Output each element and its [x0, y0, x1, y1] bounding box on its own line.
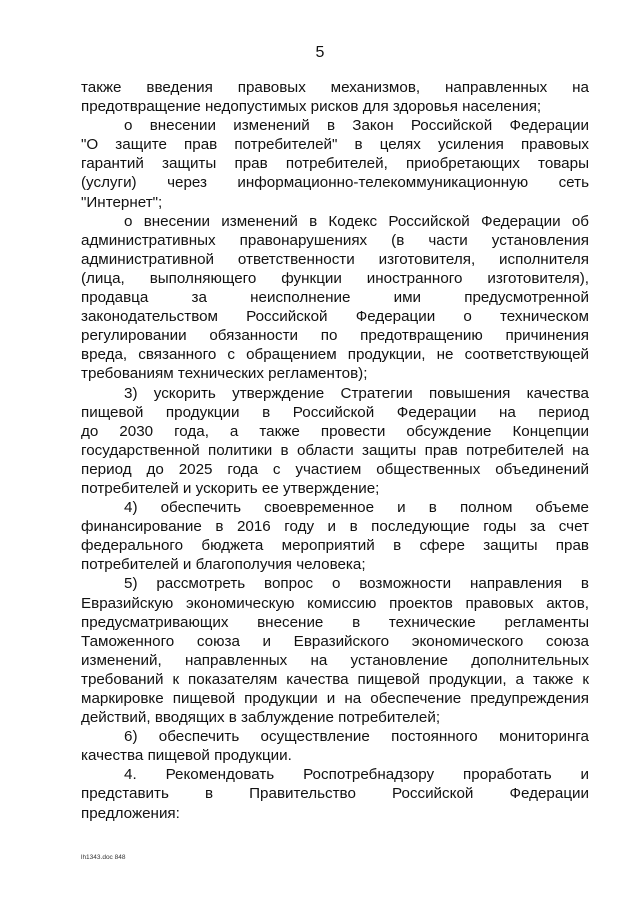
text-line: финансирование в 2016 году и в последующие годы за счет — [81, 518, 589, 536]
text-line: о внесении изменений в Кодекс Российской Федерации об — [124, 212, 589, 230]
text-line: вреда, связанного с обращением продукции, не соответствующей — [81, 346, 589, 364]
text-line: "О защите прав потребителей" в целях усиления правовых — [81, 136, 589, 154]
text-line: Евразийскую экономическую комиссию проектов правовых актов, — [81, 594, 589, 612]
document-body — [81, 78, 589, 823]
text-line: федерального бюджета мероприятий в сфере защиты прав — [81, 537, 589, 555]
text-line: административных правонарушениях (в части установления — [81, 231, 589, 249]
text-line: качества пищевой продукции. — [81, 747, 292, 765]
text-line: законодательством Российской Федерации о техническом — [81, 308, 589, 326]
text-line: о внесении изменений в Закон Российской Федерации — [124, 117, 589, 135]
text-line: требований к показателям качества пищевой продукции, а также к — [81, 670, 589, 688]
text-line: потребителей и благополучия человека; — [81, 556, 366, 574]
text-line: 3) ускорить утверждение Стратегии повышения качества — [124, 384, 589, 402]
text-line: гарантий защиты прав потребителей, приобретающих товары — [81, 155, 589, 173]
text-line: (услуги) через информационно-телекоммуникационную сеть — [81, 174, 589, 192]
text-line: (лица, выполняющего функции иностранного изготовителя), — [81, 269, 589, 287]
text-line: 4) обеспечить своевременное и в полном объеме — [124, 499, 589, 517]
text-line: требованиям технических регламентов); — [81, 365, 368, 383]
text-line: регулировании обязанности по предотвращению причинения — [81, 327, 589, 345]
text-line: потребителей и ускорить ее утверждение; — [81, 479, 380, 497]
text-line: 5) рассмотреть вопрос о возможности направления в — [124, 575, 589, 593]
text-line: 4. Рекомендовать Роспотребнадзору проработать и — [124, 766, 589, 784]
text-line: предусматривающих внесение в технические регламенты — [81, 613, 589, 631]
text-line: административной ответственности изготовителя, исполнителя — [81, 250, 589, 268]
text-line: период до 2025 года с участием общественных объединений — [81, 460, 589, 478]
text-line: государственной политики в области защиты прав потребителей на — [81, 441, 589, 459]
text-line: "Интернет"; — [81, 193, 163, 211]
text-line: также введения правовых механизмов, направленных на — [81, 79, 589, 96]
text-line: изменений, направленных на установление дополнительных — [81, 651, 589, 669]
file-footer: lh1343.doc 848 — [81, 854, 126, 861]
text-line: пищевой продукции в Российской Федерации на период — [81, 403, 589, 421]
text-line: предотвращение недопустимых рисков для здоровья населения; — [81, 98, 542, 116]
text-line: маркировке пищевой продукции и на обеспечение предупреждения — [81, 690, 589, 707]
text-line: 6) обеспечить осуществление постоянного мониторинга — [124, 728, 589, 746]
text-line: действий, вводящих в заблуждение потребителей; — [81, 709, 441, 727]
page-number: 5 — [315, 44, 325, 61]
text-line: Таможенного союза и Евразийского экономического союза — [81, 632, 589, 650]
text-line: продавца за неисполнение ими предусмотренной — [81, 289, 589, 307]
text-line: до 2030 года, а также провести обсуждение Концепции — [81, 422, 589, 440]
text-line: представить в Правительство Российской Федерации — [81, 785, 589, 803]
text-line: предложения: — [81, 804, 180, 822]
